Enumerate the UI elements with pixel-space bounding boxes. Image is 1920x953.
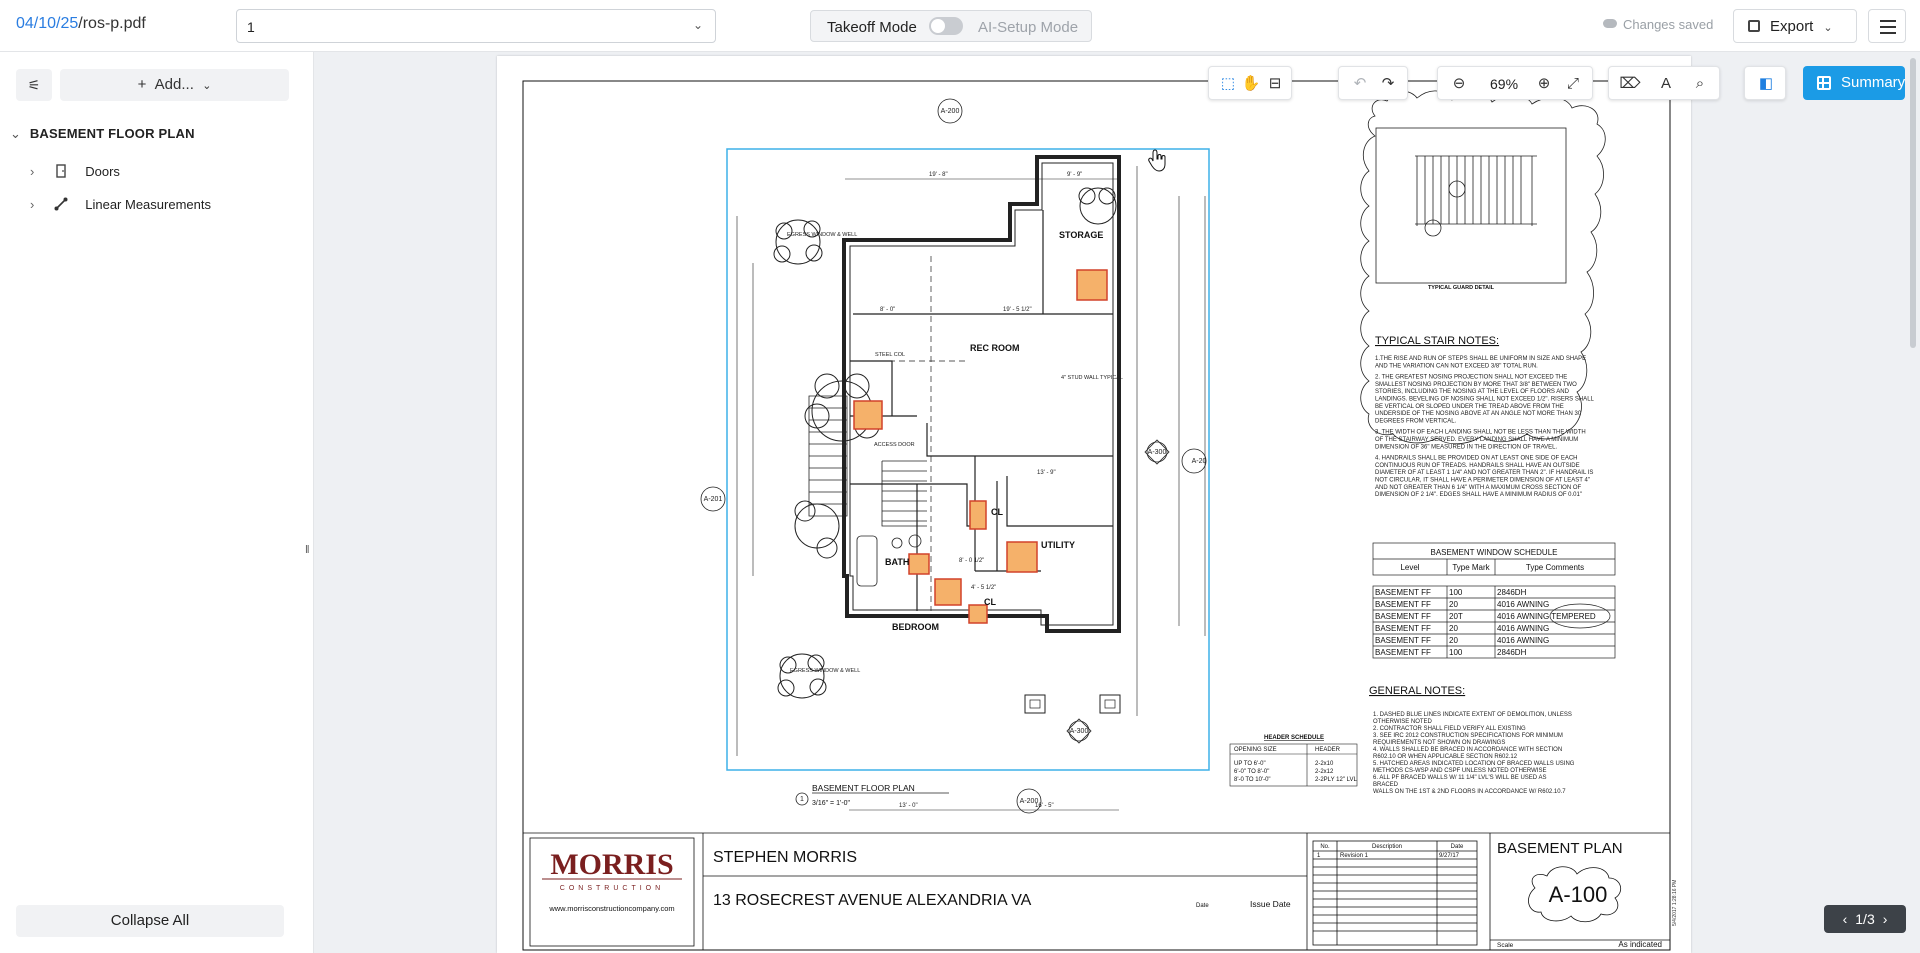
schedule-cell: BASEMENT FF xyxy=(1375,612,1431,621)
header-schedule-cell: 8'-0 TO 10'-0" xyxy=(1234,777,1271,783)
header-schedule-cell: 2-2PLY 12" LVL xyxy=(1315,777,1357,783)
linear-measure-icon xyxy=(54,197,68,211)
general-note-line: 3. SEE IRC 2012 CONSTRUCTION SPECIFICATIONS FOR MINIMUM xyxy=(1373,733,1563,739)
schedule-cell: BASEMENT FF xyxy=(1375,588,1431,597)
add-button[interactable]: + Add... ⌄ xyxy=(60,69,289,101)
chevron-down-icon: ⌄ xyxy=(692,18,703,32)
room-label-bath: BATH xyxy=(885,557,910,567)
access-door-label: ACCESS DOOR xyxy=(874,442,915,448)
issue-date-label: Issue Date xyxy=(1250,899,1291,909)
annotation-tools-group xyxy=(1608,66,1720,100)
page-select-value: 1 xyxy=(247,19,255,35)
dimension-label: 9' - 9" xyxy=(1067,172,1083,178)
split-view-icon[interactable]: ◧ xyxy=(1758,75,1774,92)
revision-header: Date xyxy=(1450,844,1464,850)
schedule-cell: BASEMENT FF xyxy=(1375,648,1431,657)
stair-note-line: LANDINGS. BEVELING OF NOSING SHALL NOT EXCEED 1/2". RISERS SHALL xyxy=(1375,396,1594,403)
door-marker xyxy=(1077,270,1107,300)
schedule-cell: 2846DH xyxy=(1497,648,1527,657)
schedule-cell: 4016 AWNING xyxy=(1497,624,1550,633)
tree-item-linear-measurements[interactable]: › Linear Measurements xyxy=(30,197,211,212)
stair-note-line: CONTINUOUS RUN OF TREADS. HANDRAILS SHALL HAVE AN OUTSIDE xyxy=(1375,462,1580,469)
filter-settings-button[interactable] xyxy=(16,69,52,101)
general-note-line: REQUIREMENTS NOT SHOWN ON DRAWINGS xyxy=(1373,740,1506,746)
schedule-cell: BASEMENT FF xyxy=(1375,600,1431,609)
header-schedule-cell: UP TO 6'-0" xyxy=(1234,761,1266,767)
window-schedule-title: BASEMENT WINDOW SCHEDULE xyxy=(1430,548,1558,557)
compare-tools-group xyxy=(1744,66,1786,100)
header-schedule-header: HEADER xyxy=(1315,747,1341,753)
schedule-header: Level xyxy=(1400,563,1420,572)
zoom-level: 69% xyxy=(1490,76,1519,92)
tree-item-doors[interactable]: › Doors xyxy=(30,164,120,179)
plus-icon: + xyxy=(137,76,147,93)
stair-note-line: 4. HANDRAILS SHALL BE PROVIDED ON AT LEAST ONE SIDE OF EACH xyxy=(1375,455,1578,462)
revision-header: No. xyxy=(1320,844,1330,850)
select-tools-group xyxy=(1208,66,1292,100)
dimension-label: 8' - 0 1/2" xyxy=(959,558,985,564)
header-schedule-title: HEADER SCHEDULE xyxy=(1263,735,1325,741)
stud-wall-label: 4" STUD WALL TYPICAL xyxy=(1061,375,1123,381)
selection-rect xyxy=(727,149,1209,770)
logo-subtitle: CONSTRUCTION xyxy=(559,885,665,892)
dimension-labels xyxy=(880,172,1082,809)
schedule-cell: 20 xyxy=(1449,624,1458,633)
date-label: Date xyxy=(1196,903,1209,909)
stair-note-line: 3. THE WIDTH OF EACH LANDING SHALL NOT BE LESS THAN THE WIDTH xyxy=(1375,429,1586,436)
door-marker xyxy=(969,605,987,623)
undo-icon[interactable]: ↶ xyxy=(1353,75,1367,92)
general-note-line: 2. CONTRACTOR SHALL FIELD VERIFY ALL EXISTING xyxy=(1373,726,1526,732)
measure-ruler-icon[interactable]: ⊟ xyxy=(1268,75,1282,92)
stair-note-line: OF THE STAIRWAY SERVED. EVERY LANDING SHALL HAVE A MINIMUM xyxy=(1375,437,1579,443)
general-note-line: 4. WALLS SHALLED BE BRACED IN ACCORDANCE WITH SECTION xyxy=(1373,747,1563,753)
project-address: 13 ROSECREST AVENUE ALEXANDRIA VA xyxy=(713,892,1032,909)
summary-button[interactable]: Summary xyxy=(1803,66,1905,100)
general-note-line: WALLS ON THE 1ST & 2ND FLOORS IN ACCORDANCE W/ R602.10.7 xyxy=(1373,789,1566,795)
room-label-rec-room: REC ROOM xyxy=(970,343,1020,353)
door-marker xyxy=(854,401,882,429)
room-label-storage: STORAGE xyxy=(1059,230,1104,240)
page-indicator: 1/3 xyxy=(1855,911,1875,927)
stair-note-line: NOT CIRCULAR, IT SHALL HAVE A PERIMETER DIMENSION OF AT LEAST 4" xyxy=(1375,477,1590,484)
stair-note-line: STORIES, INCLUDING THE NOSING AT THE LEVEL OF FLOORS AND xyxy=(1375,389,1569,396)
chevron-right-icon: › xyxy=(30,197,35,212)
toggle-knob xyxy=(931,19,945,33)
dimension-label: 8' - 0" xyxy=(880,307,896,313)
dimension-label: 4' - 5 1/2" xyxy=(971,585,997,591)
schedule-cell: 4016 AWNING xyxy=(1497,600,1550,609)
general-note-line: OTHERWISE NOTED xyxy=(1373,719,1432,725)
scale-label: Scale xyxy=(1497,942,1514,949)
dimension-label: 19' - 8" xyxy=(929,172,948,178)
egress-window-label: EGRESS WINDOW & WELL xyxy=(787,232,858,238)
general-notes-title: GENERAL NOTES: xyxy=(1369,685,1466,697)
schedule-cell: 20T xyxy=(1449,612,1463,621)
chevron-down-icon: ⌄ xyxy=(10,126,22,141)
revision-cell: 1 xyxy=(1317,853,1321,859)
schedule-header: Type Comments xyxy=(1525,563,1585,572)
zoom-out-icon[interactable]: ⊖ xyxy=(1452,75,1466,92)
schedule-cell: 100 xyxy=(1449,648,1463,657)
dimension-label: 13' - 9" xyxy=(1037,470,1056,476)
search-icon[interactable]: ⌕ xyxy=(1695,75,1705,92)
export-icon xyxy=(1748,20,1760,32)
hand-cursor-icon xyxy=(1149,150,1165,171)
door-marker xyxy=(935,579,961,605)
zoom-in-icon[interactable]: ⊕ xyxy=(1537,75,1551,92)
collapse-all-button[interactable]: Collapse All xyxy=(16,905,284,937)
cloud-check-icon xyxy=(1603,19,1617,28)
scale-value: As indicated xyxy=(1618,940,1662,949)
door-marker xyxy=(909,554,929,574)
room-label-bedroom: BEDROOM xyxy=(892,622,939,632)
chevron-down-icon: ⌄ xyxy=(1823,22,1833,34)
zoom-tools-group xyxy=(1437,66,1593,100)
general-notes xyxy=(1373,712,1575,795)
schedule-cell: 4016 AWNING TEMPERED xyxy=(1497,612,1596,621)
chevron-right-icon: › xyxy=(30,164,35,179)
dimension-label: 19' - 5 1/2" xyxy=(1003,307,1032,313)
pan-hand-icon[interactable]: ✋ xyxy=(1241,75,1261,92)
door-marker xyxy=(970,501,986,529)
section-ref: A-300 xyxy=(1069,728,1089,735)
schedule-cell: 2846DH xyxy=(1497,588,1527,597)
general-note-line: 5. HATCHED AREAS INDICATED LOCATION OF BRACED WALLS USING xyxy=(1373,761,1575,767)
section-ref: A-200 xyxy=(1019,798,1039,805)
door-marker xyxy=(1007,542,1037,572)
schedule-cell: BASEMENT FF xyxy=(1375,624,1431,633)
general-note-line: METHODS CS-WSP AND CSPF UNLESS NOTED OTHERWISE xyxy=(1373,768,1547,774)
section-ref: A-201 xyxy=(703,496,723,503)
guard-detail-title: TYPICAL GUARD DETAIL xyxy=(1427,285,1495,291)
page-select[interactable] xyxy=(236,9,716,43)
section-ref: A-200 xyxy=(940,108,960,115)
stair-notes xyxy=(1375,356,1595,498)
stair-note-line: DIMENSION OF 36" MEASURED IN THE DIRECTION OF TRAVEL. xyxy=(1375,444,1558,451)
view-title: BASEMENT FLOOR PLAN xyxy=(812,783,915,793)
revision-cell: Revision 1 xyxy=(1340,853,1369,859)
stair-note-line: BE VERTICAL OR SLOPED UNDER THE TREAD ABOVE FROM THE xyxy=(1375,403,1564,410)
section-ref: A-300 xyxy=(1147,449,1167,456)
door-icon xyxy=(54,164,68,178)
page-navigator xyxy=(1824,905,1906,933)
floor-plan xyxy=(701,99,1209,813)
panel-resize-handle[interactable]: ‖ xyxy=(305,544,310,556)
dimension-label: 16' - 5" xyxy=(1035,803,1054,809)
top-bar xyxy=(0,0,1920,52)
drawing-sheet[interactable] xyxy=(497,56,1691,953)
stair-note-line: DIAMETER OF AT LEAST 1 1/4" AND NOT GREATER THAN 2". IF HANDRAIL IS xyxy=(1375,470,1594,477)
egress-window-label: EGRESS WINDOW & WELL xyxy=(790,668,861,674)
header-schedule-cell: 2-2x12 xyxy=(1315,769,1334,775)
save-status: Changes saved xyxy=(1603,17,1713,32)
ai-setup-toggle[interactable] xyxy=(929,17,963,35)
general-note-line: 1. DASHED BLUE LINES INDICATE EXTENT OF DEMOLITION, UNLESS xyxy=(1373,712,1572,718)
ai-setup-mode-label: AI-Setup Mode xyxy=(978,19,1079,36)
takeoff-mode-label: Takeoff Mode xyxy=(827,19,917,36)
stair-note-line: DEGREES FROM VERTICAL. xyxy=(1375,418,1457,425)
label-tag-icon[interactable]: ⌦ xyxy=(1619,75,1641,92)
dimension-label: 13' - 0" xyxy=(899,803,918,809)
chevron-down-icon: ⌄ xyxy=(202,80,212,92)
hamburger-menu-button[interactable] xyxy=(1868,9,1906,43)
export-button[interactable]: Export ⌄ xyxy=(1733,9,1857,43)
sheet-number: A-100 xyxy=(1548,882,1608,907)
revision-cell: 9/27/17 xyxy=(1439,853,1460,859)
sliders-icon: ⚟ xyxy=(27,77,41,93)
room-label-utility: UTILITY xyxy=(1041,540,1075,550)
general-note-line: BRACED xyxy=(1373,782,1399,788)
tree-root-basement-floor-plan[interactable]: ⌄ BASEMENT FLOOR PLAN xyxy=(10,126,195,141)
schedule-cell: 100 xyxy=(1449,588,1463,597)
general-note-line: 6. ALL PF BRACED WALLS W/ 11 1/4" LVL'S WILL BE USED AS xyxy=(1373,775,1547,781)
schedule-cell: 20 xyxy=(1449,636,1458,645)
schedule-cell: BASEMENT FF xyxy=(1375,636,1431,645)
room-label-cl: CL xyxy=(991,507,1003,517)
stair-notes-title: TYPICAL STAIR NOTES: xyxy=(1375,335,1500,347)
header-schedule-cell: 2-2x10 xyxy=(1315,761,1334,767)
history-tools-group xyxy=(1338,66,1408,100)
view-scale: 3/16" = 1'-0" xyxy=(812,800,851,807)
section-ref: A-20 xyxy=(1191,458,1207,465)
redo-icon[interactable]: ↷ xyxy=(1381,75,1395,92)
table-grid-icon xyxy=(1817,76,1831,90)
client-name: STEPHEN MORRIS xyxy=(713,849,858,866)
vertical-scrollbar[interactable] xyxy=(1910,58,1916,348)
chevron-left-icon[interactable]: ‹ xyxy=(1842,911,1848,927)
file-name: 04/10/25/ros-p.pdf xyxy=(16,15,146,32)
schedule-header: Type Mark xyxy=(1452,563,1490,572)
steel-col-label: STEEL COL xyxy=(875,352,906,358)
stair-note-line: UNDERSIDE OF THE NOSING ABOVE AT AN ANGLE NOT MORE THAN 30 xyxy=(1375,411,1582,418)
stair-note-line: DIMENSION OF 2 1/4". EDGES SHALL HAVE A MINIMUM RADIUS OF 0.01" xyxy=(1375,492,1582,499)
sheet-title: BASEMENT PLAN xyxy=(1497,840,1623,857)
website-text: www.morrisconstructioncompany.com xyxy=(549,904,675,913)
stair-note-line: 2. THE GREATEST NOSING PROJECTION SHALL NOT EXCEED THE xyxy=(1375,374,1568,381)
chevron-right-icon[interactable]: › xyxy=(1882,911,1888,927)
stair-note-line: 1.THE RISE AND RUN OF STEPS SHALL BE UNIFORM IN SIZE AND SHAPE xyxy=(1375,356,1587,362)
revision-header: Description xyxy=(1371,844,1403,850)
stair-note-line: AND NOT GREATER THAN 6 1/4" WITH A MAXIMUM CROSS SECTION OF xyxy=(1375,484,1582,491)
stair-note-line: AND THE VARIATION CAN NOT EXCEED 3/8" TOTAL RUN. xyxy=(1375,363,1538,370)
print-stamp: 5/4/2017 1:28:16 PM xyxy=(1672,879,1678,926)
header-schedule-cell: 6'-0" TO 8'-0" xyxy=(1234,769,1270,775)
fit-screen-icon[interactable]: ⤢ xyxy=(1566,75,1579,92)
schedule-cell: 20 xyxy=(1449,600,1458,609)
schedule-cell: 4016 AWNING xyxy=(1497,636,1550,645)
mode-toggle-group xyxy=(810,10,1092,42)
text-annotate-icon[interactable]: A xyxy=(1660,75,1671,92)
stair-note-line: SMALLEST NOSING PROJECTION BY MORE THAT 3/8" BETWEEN TWO xyxy=(1375,381,1577,388)
box-select-icon[interactable]: ⬚ xyxy=(1220,75,1236,92)
view-number: 1 xyxy=(800,796,804,803)
sidebar xyxy=(0,52,314,953)
header-schedule-header: OPENING SIZE xyxy=(1234,747,1277,753)
general-note-line: R602.10 OR WHEN APPLICABLE SECTION R602.12 xyxy=(1373,754,1518,760)
room-label-cl: CL xyxy=(984,597,996,607)
morris-logo: MORRIS xyxy=(550,848,674,881)
